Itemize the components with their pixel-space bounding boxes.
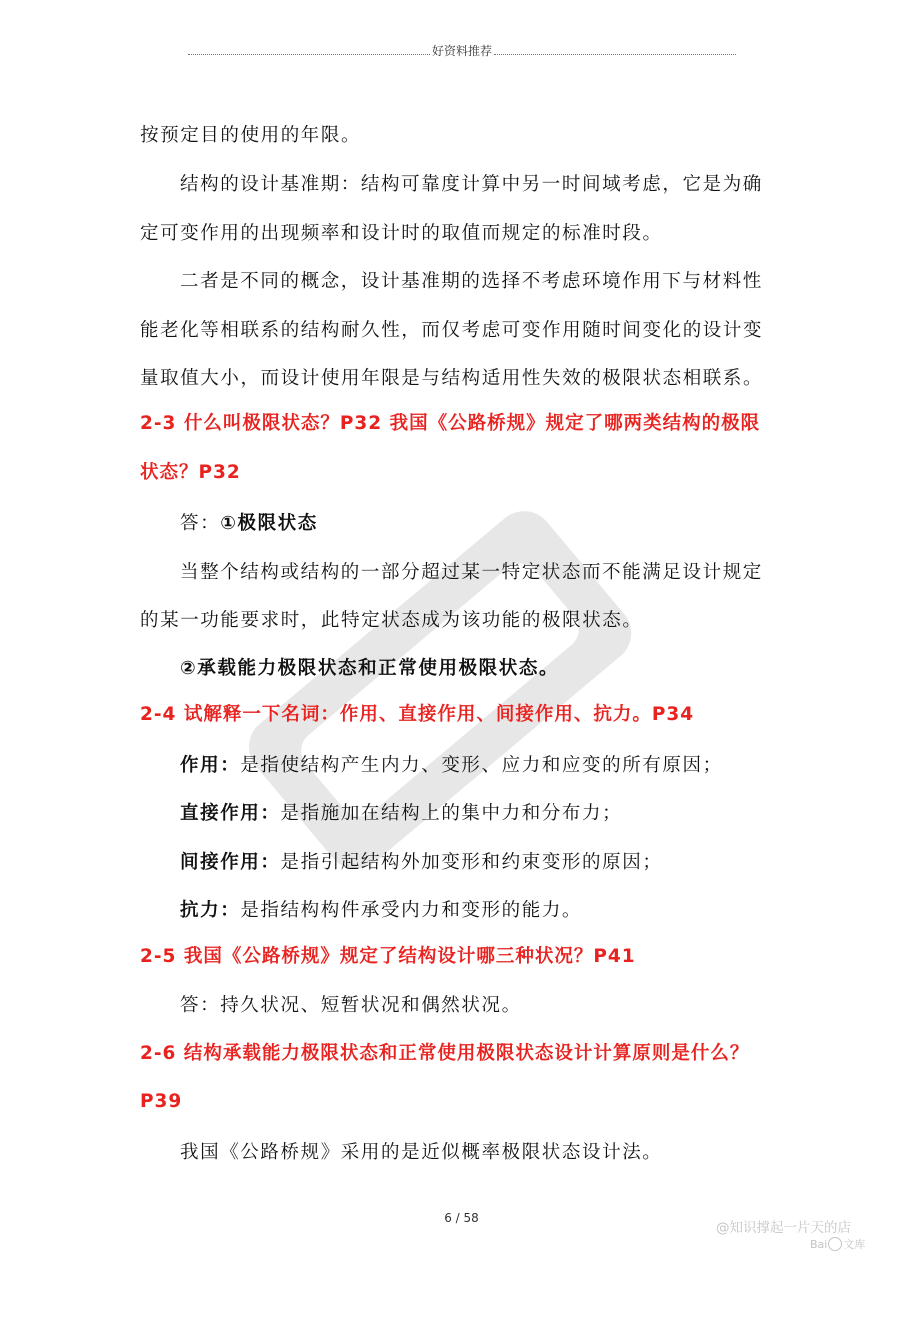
question-2-5: 2-5 我国《公路桥规》规定了结构设计哪三种状况？P41 — [140, 946, 636, 967]
definition-text: 是指施加在结构上的集中力和分布力； — [280, 803, 623, 824]
definition-row — [180, 899, 830, 923]
baidu-wenku-logo — [810, 1236, 865, 1252]
text-line-6: 量取值大小，而设计使用年限是与结构适用性失效的极限状态相联系。 — [140, 368, 764, 389]
answer-2-3-item-1: ①极限状态 — [220, 513, 318, 534]
definition-term: 直接作用： — [180, 803, 281, 824]
text-line-4: 二者是不同的概念，设计基准期的选择不考虑环境作用下与材料性 — [180, 271, 763, 292]
logo-wenku-text: 文库 — [843, 1238, 866, 1251]
definition-row — [180, 802, 830, 826]
text-line-2: 结构的设计基准期：结构可靠度计算中另一时间域考虑，它是为确 — [180, 174, 763, 195]
watermark-shop-text: @知识撑起一片天的店 — [716, 1220, 851, 1236]
question-2-3-line-1: 2-3 什么叫极限状态？P32 我国《公路桥规》规定了哪两类结构的极限 — [140, 413, 761, 434]
definition-text: 是指引起结构外加变形和约束变形的原因； — [280, 852, 663, 873]
question-2-4: 2-4 试解释一下名词：作用、直接作用、间接作用、抗力。P34 — [140, 704, 695, 725]
definition-term: 间接作用： — [180, 852, 281, 873]
definition-text: 是指结构构件承受内力和变形的能力。 — [240, 900, 583, 921]
definition-term: 作用： — [180, 755, 241, 776]
answer-2-5: 答：持久状况、短暂状况和偶然状况。 — [180, 995, 522, 1016]
definition-text: 是指使结构产生内力、变形、应力和应变的所有原因； — [240, 755, 723, 776]
definition-term: 抗力： — [180, 900, 241, 921]
question-2-6-line-2: P39 — [140, 1091, 183, 1112]
page-number: 6 / 58 — [444, 1211, 479, 1225]
answer-2-3-item-2: ②承载能力极限状态和正常使用极限状态。 — [180, 658, 560, 679]
text-line-3: 定可变作用的出现频率和设计时的取值而规定的标准时段。 — [140, 223, 663, 244]
definition-row — [180, 754, 830, 778]
question-2-3-line-2: 状态？P32 — [140, 462, 241, 483]
answer-2-3-title — [180, 512, 830, 536]
answer-2-6: 我国《公路桥规》采用的是近似概率极限状态设计法。 — [180, 1142, 663, 1163]
answer-2-3-line-1: 当整个结构或结构的一部分超过某一特定状态而不能满足设计规定 — [180, 562, 763, 583]
answer-prefix: 答： — [180, 513, 221, 534]
question-2-6-line-1: 2-6 结构承载能力极限状态和正常使用极限状态设计计算原则是什么？ — [140, 1043, 750, 1064]
header-text: 好资料推荐 — [432, 43, 493, 58]
paw-icon — [828, 1237, 842, 1251]
definition-row — [180, 851, 830, 875]
text-line-1: 按预定目的使用的年限。 — [140, 125, 362, 146]
logo-bai-text: Bai — [810, 1237, 828, 1251]
text-line-5: 能老化等相联系的结构耐久性，而仅考虑可变作用随时间变化的设计变 — [140, 320, 764, 341]
answer-2-3-line-2: 的某一功能要求时，此特定状态成为该功能的极限状态。 — [140, 610, 643, 631]
